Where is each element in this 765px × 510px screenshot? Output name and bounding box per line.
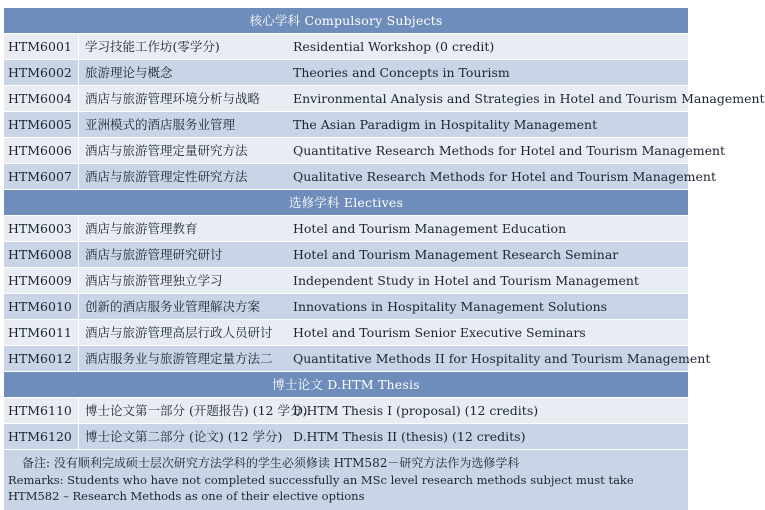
table-row <box>4 164 716 190</box>
subject-code: HTM6008 <box>4 242 79 267</box>
subject-title-zh: 酒店与旅游管理教育 <box>85 221 198 236</box>
remarks-note <box>4 450 688 510</box>
table-row <box>4 242 688 268</box>
remarks-en: Remarks: Students who have not completed successfully an MSc level research methods subject must take HTM582 – Research Methods as one of their elective options <box>8 473 634 503</box>
subject-code: HTM6001 <box>4 34 79 59</box>
table-row <box>4 294 688 320</box>
table-row <box>4 424 688 450</box>
section-heading-electives: 选修学科 Electives <box>4 190 688 216</box>
subject-title-zh: 创新的酒店服务业管理解决方案 <box>85 299 261 314</box>
table-row <box>4 346 711 372</box>
table-row <box>4 398 688 424</box>
section-heading-thesis: 博士论文 D.HTM Thesis <box>4 372 688 398</box>
subject-code: HTM6009 <box>4 268 79 293</box>
table-row <box>4 112 688 138</box>
subject-title-zh: 酒店与旅游管理独立学习 <box>85 273 223 288</box>
table-row <box>4 138 726 164</box>
remarks-zh: 备注: 没有顺利完成硕士层次研究方法学科的学生必须修读 HTM582－研究方法作为选修学科 <box>22 456 520 470</box>
subject-title-en: D.HTM Thesis II (thesis) (12 credits) <box>293 429 526 444</box>
subject-title-zh: 酒店与旅游管理高层行政人员研讨 <box>85 325 273 340</box>
subject-code: HTM6011 <box>4 320 79 345</box>
subject-title-zh: 旅游理论与概念 <box>85 65 173 80</box>
subject-title-en: Theories and Concepts in Tourism <box>293 65 510 80</box>
table-row <box>4 60 688 86</box>
subject-title-en: Hotel and Tourism Senior Executive Seminars <box>293 325 586 340</box>
subject-title-en: The Asian Paradigm in Hospitality Management <box>293 117 598 132</box>
subject-code: HTM6003 <box>4 216 79 241</box>
subject-title-en: Residential Workshop (0 credit) <box>293 39 495 54</box>
subject-code: HTM6012 <box>4 346 79 371</box>
table-row <box>4 216 688 242</box>
subject-title-zh: 酒店服务业与旅游管理定量方法二 <box>85 351 273 366</box>
subject-code: HTM6110 <box>4 398 79 423</box>
subject-code: HTM6010 <box>4 294 79 319</box>
section-heading-compulsory: 核心学科 Compulsory Subjects <box>4 8 688 34</box>
subject-code: HTM6002 <box>4 60 79 85</box>
curriculum-table <box>4 8 765 510</box>
subject-code: HTM6006 <box>4 138 79 163</box>
subject-title-en: Environmental Analysis and Strategies in Hotel and Tourism Management <box>293 91 765 106</box>
table-row <box>4 268 688 294</box>
table-row <box>4 34 688 60</box>
subject-title-zh: 酒店与旅游管理定量研究方法 <box>85 143 248 158</box>
subject-title-en: D.HTM Thesis I (proposal) (12 credits) <box>293 403 539 418</box>
subject-title-en: Quantitative Methods II for Hospitality and Tourism Management <box>293 351 711 366</box>
subject-code: HTM6005 <box>4 112 79 137</box>
table-row <box>4 320 688 346</box>
subject-code: HTM6007 <box>4 164 79 189</box>
subject-title-en: Hotel and Tourism Management Research Seminar <box>293 247 619 262</box>
subject-title-zh: 学习技能工作坊(零学分) <box>85 39 220 54</box>
subject-title-zh: 酒店与旅游管理定性研究方法 <box>85 169 248 184</box>
subject-title-en: Hotel and Tourism Management Education <box>293 221 567 236</box>
subject-title-zh: 亚洲模式的酒店服务业管理 <box>85 117 236 132</box>
subject-title-zh: 博士论文第一部分 (开题报告) (12 学分) <box>85 403 308 418</box>
subject-title-en: Qualitative Research Methods for Hotel and Tourism Management <box>293 169 716 184</box>
subject-title-zh: 酒店与旅游管理研究研讨 <box>85 247 223 262</box>
subject-code: HTM6120 <box>4 424 79 449</box>
subject-title-en: Innovations in Hospitality Management Solutions <box>293 299 608 314</box>
subject-code: HTM6004 <box>4 86 79 111</box>
subject-title-zh: 酒店与旅游管理环境分析与战略 <box>85 91 261 106</box>
subject-title-en: Independent Study in Hotel and Tourism Management <box>293 273 639 288</box>
subject-title-zh: 博士论文第二部分 (论文) (12 学分) <box>85 429 283 444</box>
subject-title-en: Quantitative Research Methods for Hotel and Tourism Management <box>293 143 726 158</box>
table-row <box>4 86 765 112</box>
